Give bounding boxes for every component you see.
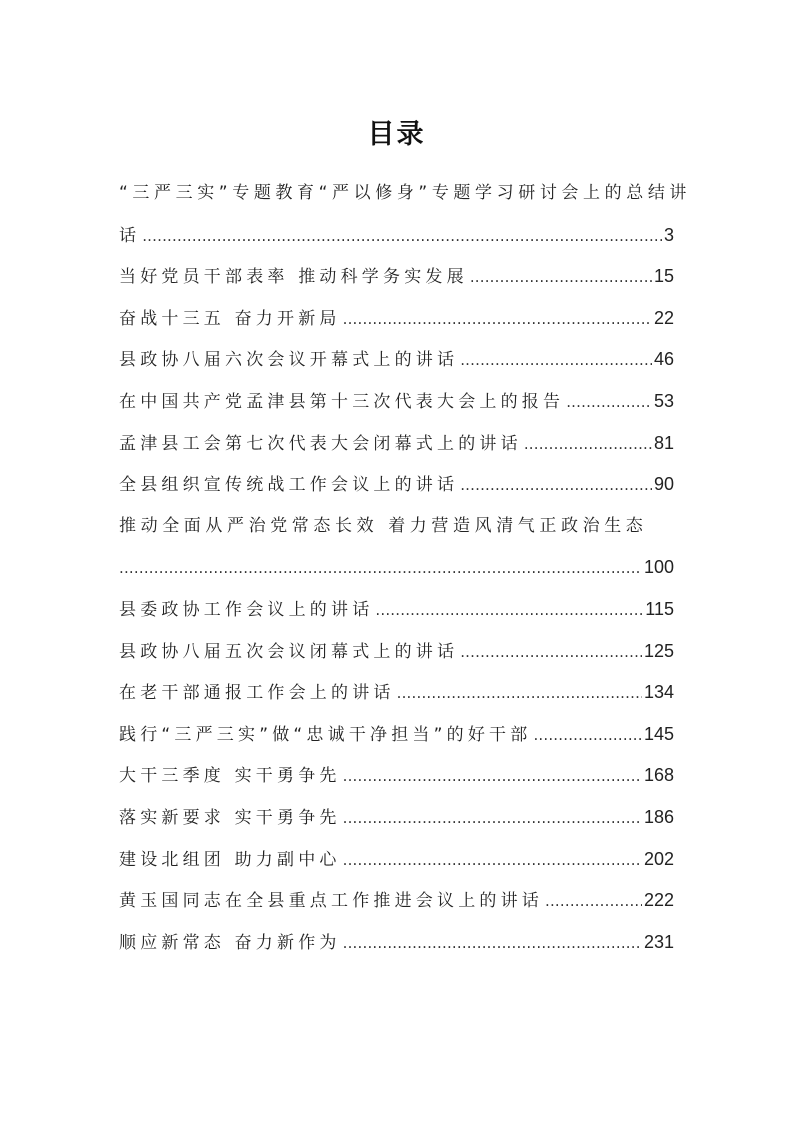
toc-page-number: 15 [653, 266, 674, 287]
toc-page-number: 22 [653, 307, 674, 328]
dot-leader [545, 881, 642, 923]
toc-entry[interactable] [119, 880, 674, 922]
dot-leader [460, 632, 642, 674]
toc-entry[interactable] [119, 506, 674, 589]
toc-entry[interactable] [119, 922, 674, 964]
toc-entry-title: 县政协八届六次会议开幕式上的讲话 [119, 350, 459, 371]
toc-entry-title: 落实新要求 实干勇争先 [119, 807, 341, 828]
toc-entry-title: 话 [119, 225, 141, 246]
toc-page-number: 90 [653, 474, 674, 495]
toc-page-number: 100 [643, 557, 674, 578]
toc-entry[interactable] [119, 256, 674, 298]
dot-leader [343, 923, 642, 965]
dot-leader [566, 382, 652, 424]
toc-entry[interactable] [119, 423, 674, 465]
dot-leader [119, 548, 642, 590]
toc-entry-title: 全县组织宣传统战工作会议上的讲话 [119, 475, 459, 496]
dot-leader [142, 216, 662, 258]
toc-entry-title: 县委政协工作会议上的讲话 [119, 599, 374, 620]
toc-title: 目录 [367, 119, 426, 150]
toc-page-number: 186 [643, 806, 674, 827]
toc-entry-title: 践行“三严三实”做“忠诚干净担当”的好干部 [119, 724, 532, 745]
toc-entry[interactable] [119, 464, 674, 506]
toc-entry[interactable] [119, 631, 674, 673]
toc-entry[interactable] [119, 298, 674, 340]
table-of-contents [119, 173, 692, 963]
toc-entry-title: 当好党员干部表率 推动科学务实发展 [119, 267, 468, 288]
dot-leader [343, 299, 652, 341]
dot-leader [343, 798, 642, 840]
toc-entry-title: 黄玉国同志在全县重点工作推进会议上的讲话 [119, 891, 543, 912]
toc-page-number: 115 [645, 598, 674, 619]
toc-page-number: 145 [643, 723, 674, 744]
toc-page-number: 202 [643, 848, 674, 869]
toc-entry-title-line1: 推动全面从严治党常态长效 着力营造风清气正政治生态 [119, 515, 648, 536]
toc-entry[interactable] [119, 839, 674, 881]
toc-page-number: 3 [663, 224, 674, 245]
toc-page-number: 81 [653, 432, 674, 453]
toc-page-number: 168 [643, 765, 674, 786]
toc-entry-title: 县政协八届五次会议闭幕式上的讲话 [119, 641, 459, 662]
dot-leader [375, 590, 643, 632]
dot-leader [470, 257, 652, 299]
toc-entry-title: 在老干部通报工作会上的讲话 [119, 683, 395, 704]
toc-entry[interactable] [119, 339, 674, 381]
toc-page-number: 222 [643, 890, 674, 911]
toc-page-number: 46 [653, 349, 674, 370]
toc-page-number: 53 [653, 390, 674, 411]
toc-entry-title: 建设北组团 助力副中心 [119, 849, 341, 870]
dot-leader [524, 424, 652, 466]
toc-entry[interactable] [119, 589, 674, 631]
toc-entry-title: 奋战十三五 奋力开新局 [119, 308, 341, 329]
toc-entry[interactable] [119, 714, 674, 756]
toc-entry[interactable] [119, 797, 674, 839]
dot-leader [343, 756, 642, 798]
toc-entry-title: 孟津县工会第七次代表大会闭幕式上的讲话 [119, 433, 522, 454]
dot-leader [460, 340, 652, 382]
dot-leader [397, 673, 642, 715]
dot-leader [533, 715, 642, 757]
dot-leader [343, 840, 642, 882]
toc-entry[interactable] [119, 755, 674, 797]
toc-entry-title-line1: “三严三实”专题教育“严以修身”专题学习研讨会上的总结讲 [119, 183, 692, 203]
toc-entry-title: 大干三季度 实干勇争先 [119, 766, 341, 787]
toc-page-number: 125 [643, 640, 674, 661]
toc-entry-title: 在中国共产党孟津县第十三次代表大会上的报告 [119, 391, 565, 412]
dot-leader [460, 465, 652, 507]
toc-page-number: 231 [643, 931, 674, 952]
toc-entry-title: 顺应新常态 奋力新作为 [119, 932, 341, 953]
toc-entry[interactable] [119, 381, 674, 423]
toc-entry[interactable] [119, 173, 692, 256]
toc-page-number: 134 [643, 682, 674, 703]
toc-entry[interactable] [119, 672, 674, 714]
